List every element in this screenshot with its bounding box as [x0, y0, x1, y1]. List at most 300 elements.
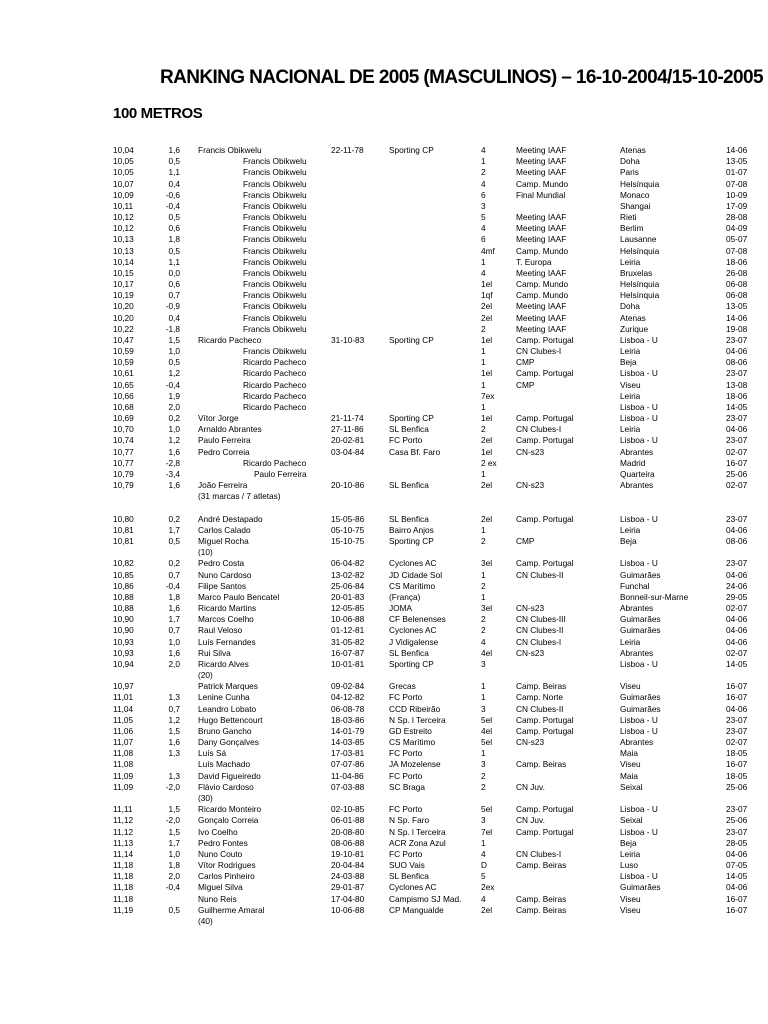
cell-mark: 11,18: [113, 893, 134, 904]
cell-pos: 1: [481, 346, 486, 357]
table-row: [0, 547, 768, 558]
cell-club: JOMA: [389, 603, 413, 614]
cell-city: Guimarães: [620, 614, 661, 625]
cell-mark: 10,17: [113, 279, 134, 290]
cell-pos: 3el: [481, 603, 493, 614]
cell-comp: Meeting IAAF: [516, 323, 567, 334]
cell-mark: 10,19: [113, 290, 134, 301]
cell-wind: 0,5: [168, 156, 180, 167]
table-row: [0, 916, 768, 927]
cell-date: 16-07: [726, 692, 748, 703]
cell-city: Leiria: [620, 390, 641, 401]
cell-club: SL Benfica: [389, 647, 429, 658]
cell-pos: 3el: [481, 558, 493, 569]
cell-name: Nuno Reis: [198, 893, 237, 904]
cell-wind: 0,5: [168, 212, 180, 223]
table-row: [0, 212, 768, 223]
cell-pos: 1: [481, 569, 486, 580]
cell-mark: 10,79: [113, 468, 134, 479]
cell-wind: 1,3: [168, 692, 180, 703]
cell-dob: 02-10-85: [331, 804, 365, 815]
cell-city: Bonneil-sur-Marne: [620, 591, 689, 602]
cell-comp: CN Clubes-I: [516, 636, 562, 647]
cell-city: Guimarães: [620, 703, 661, 714]
table-row: [0, 447, 768, 458]
event-title: 100 METROS: [113, 105, 203, 122]
cell-comp: Camp. Beiras: [516, 893, 567, 904]
cell-mark: 10,77: [113, 457, 134, 468]
cell-date: 23-07: [726, 714, 748, 725]
table-row: [0, 894, 768, 905]
cell-pos: 2: [481, 781, 486, 792]
cell-club: Cyclones AC: [389, 558, 437, 569]
cell-mark: 10,88: [113, 603, 134, 614]
cell-dob: 29-01-87: [331, 882, 365, 893]
cell-wind: -0,4: [165, 580, 180, 591]
cell-comp: Camp. Beiras: [516, 860, 567, 871]
table-row: [0, 648, 768, 659]
cell-wind: 1,5: [168, 826, 180, 837]
cell-dob: 06-01-88: [331, 815, 365, 826]
table-row: [0, 804, 768, 815]
cell-pos: 7el: [481, 826, 493, 837]
cell-pos: 1: [481, 748, 486, 759]
cell-date: 04-06: [726, 424, 748, 435]
cell-comp: Camp. Mundo: [516, 279, 569, 290]
cell-comp: Meeting IAAF: [516, 312, 567, 323]
table-row: [0, 860, 768, 871]
cell-mark: 11,09: [113, 781, 134, 792]
cell-comp: Camp. Portugal: [516, 368, 574, 379]
cell-city: Leiria: [620, 524, 641, 535]
cell-dob: 21-11-74: [331, 413, 364, 424]
cell-date: 23-07: [726, 368, 748, 379]
cell-name: Francis Obikwelu: [243, 189, 307, 200]
cell-club: CS Marítimo: [389, 580, 436, 591]
cell-name: Ricardo Pacheco: [243, 368, 307, 379]
cell-city: Lisboa - U: [620, 725, 658, 736]
cell-name: Paulo Ferreira: [198, 435, 251, 446]
table-row: [0, 581, 768, 592]
cell-city: Lisboa - U: [620, 413, 658, 424]
cell-mark: 10,81: [113, 524, 134, 535]
cell-mark: 10,04: [113, 145, 134, 155]
cell-city: Leiria: [620, 346, 641, 357]
cell-city: Funchal: [620, 580, 650, 591]
cell-mark: 11,19: [113, 904, 134, 915]
page-title: RANKING NACIONAL DE 2005 (MASCULINOS) – 16-10-2004/15-10-2005: [160, 67, 763, 88]
cell-name: Raul Veloso: [198, 625, 243, 636]
cell-date: 23-07: [726, 826, 748, 837]
cell-name: (40): [198, 915, 213, 926]
cell-club: FC Porto: [389, 748, 423, 759]
table-row: [0, 692, 768, 703]
cell-comp: Meeting IAAF: [516, 223, 567, 234]
cell-pos: 4: [481, 223, 486, 234]
cell-wind: 0,5: [168, 536, 180, 547]
cell-dob: 15-05-86: [331, 513, 365, 524]
cell-pos: 1: [481, 156, 486, 167]
cell-pos: 6: [481, 234, 486, 245]
table-row: [0, 234, 768, 245]
cell-name: Carlos Pinheiro: [198, 871, 255, 882]
cell-dob: 13-02-82: [331, 569, 365, 580]
cell-mark: 11,07: [113, 737, 134, 748]
cell-wind: 0,7: [168, 290, 180, 301]
cell-city: Leiria: [620, 424, 641, 435]
cell-name: Vítor Jorge: [198, 413, 239, 424]
cell-pos: 1el: [481, 413, 493, 424]
cell-city: Bruxelas: [620, 267, 653, 278]
cell-club: GD Estreito: [389, 725, 432, 736]
table-row: [0, 536, 768, 547]
cell-pos: 2el: [481, 904, 493, 915]
cell-city: Lisboa - U: [620, 435, 658, 446]
table-row: [0, 625, 768, 636]
cell-city: Seixal: [620, 815, 643, 826]
cell-dob: 07-03-88: [331, 781, 365, 792]
cell-date: 10-09: [726, 189, 748, 200]
cell-wind: 2,0: [168, 401, 180, 412]
cell-name: Miguel Silva: [198, 882, 243, 893]
cell-date: 18-06: [726, 256, 748, 267]
cell-comp: Camp. Portugal: [516, 334, 574, 345]
cell-wind: 1,5: [168, 334, 180, 345]
cell-wind: 1,0: [168, 636, 180, 647]
cell-date: 16-07: [726, 904, 748, 915]
cell-date: 14-06: [726, 312, 748, 323]
table-row: [0, 726, 768, 737]
cell-dob: 31-05-82: [331, 636, 365, 647]
table-row: [0, 871, 768, 882]
cell-wind: 1,6: [168, 737, 180, 748]
cell-wind: 1,7: [168, 524, 180, 535]
cell-city: Guimarães: [620, 882, 661, 893]
cell-comp: CN Clubes-II: [516, 569, 564, 580]
cell-name: Hugo Bettencourt: [198, 714, 263, 725]
cell-city: Quarteira: [620, 468, 655, 479]
cell-wind: 2,0: [168, 658, 180, 669]
table-row: [0, 670, 768, 681]
cell-date: 14-05: [726, 401, 748, 412]
cell-wind: 1,3: [168, 748, 180, 759]
cell-name: Francis Obikwelu: [243, 178, 307, 189]
cell-city: Viseu: [620, 759, 641, 770]
cell-pos: 2: [481, 770, 486, 781]
cell-club: Casa Bf. Faro: [389, 446, 441, 457]
cell-date: 04-06: [726, 625, 748, 636]
cell-date: 02-07: [726, 480, 748, 491]
cell-wind: 0,7: [168, 703, 180, 714]
cell-dob: 01-12-81: [331, 625, 365, 636]
cell-club: Sporting CP: [389, 658, 434, 669]
cell-mark: 10,11: [113, 200, 134, 211]
cell-mark: 10,09: [113, 189, 134, 200]
cell-pos: 2ex: [481, 882, 495, 893]
cell-mark: 10,12: [113, 212, 134, 223]
cell-dob: 27-11-86: [331, 424, 364, 435]
cell-city: Lisboa - U: [620, 368, 658, 379]
table-row: [0, 156, 768, 167]
cell-pos: 2: [481, 614, 486, 625]
cell-comp: Meeting IAAF: [516, 212, 567, 223]
cell-date: 06-08: [726, 290, 748, 301]
cell-date: 02-07: [726, 737, 748, 748]
table-row: [0, 424, 768, 435]
cell-wind: -2,0: [165, 781, 180, 792]
cell-city: Helsínquia: [620, 178, 660, 189]
cell-wind: 0,5: [168, 904, 180, 915]
cell-pos: 1: [481, 357, 486, 368]
table-row: [0, 145, 768, 156]
cell-dob: 07-07-86: [331, 759, 365, 770]
cell-club: Cyclones AC: [389, 882, 437, 893]
cell-date: 16-07: [726, 759, 748, 770]
cell-comp: CN Clubes-II: [516, 625, 564, 636]
cell-dob: 20-08-80: [331, 826, 365, 837]
cell-city: Leiria: [620, 848, 641, 859]
cell-wind: 0,5: [168, 357, 180, 368]
cell-pos: 3: [481, 658, 486, 669]
cell-club: Cyclones AC: [389, 625, 437, 636]
cell-name: Ricardo Martins: [198, 603, 257, 614]
cell-dob: 10-01-81: [331, 658, 365, 669]
cell-date: 14-05: [726, 658, 748, 669]
cell-comp: Camp. Portugal: [516, 513, 574, 524]
cell-date: 29-05: [726, 591, 748, 602]
cell-wind: 0,2: [168, 513, 180, 524]
cell-mark: 10,90: [113, 625, 134, 636]
cell-city: Lisboa - U: [620, 714, 658, 725]
cell-dob: 11-04-86: [331, 770, 364, 781]
cell-dob: 15-10-75: [331, 536, 365, 547]
table-row: [0, 793, 768, 804]
cell-date: 07-05: [726, 860, 748, 871]
cell-date: 26-08: [726, 267, 748, 278]
cell-date: 04-06: [726, 614, 748, 625]
cell-comp: CN-s23: [516, 647, 545, 658]
cell-city: Lausanne: [620, 234, 657, 245]
cell-city: Maia: [620, 770, 638, 781]
cell-comp: CN Clubes-I: [516, 346, 562, 357]
table-row: [0, 838, 768, 849]
cell-name: André Destapado: [198, 513, 263, 524]
cell-wind: 1,7: [168, 837, 180, 848]
cell-dob: 09-02-84: [331, 681, 365, 692]
cell-mark: 10,68: [113, 401, 134, 412]
cell-mark: 10,20: [113, 301, 134, 312]
cell-pos: 2: [481, 424, 486, 435]
table-row: [0, 301, 768, 312]
cell-city: Beja: [620, 536, 637, 547]
cell-pos: 5: [481, 871, 486, 882]
cell-name: Ricardo Pacheco: [243, 357, 307, 368]
cell-wind: -3,4: [165, 468, 180, 479]
table-row: [0, 380, 768, 391]
cell-name: Francis Obikwelu: [198, 145, 262, 155]
cell-mark: 10,88: [113, 591, 134, 602]
cell-comp: CN-s23: [516, 737, 545, 748]
table-row: [0, 167, 768, 178]
cell-wind: 0,2: [168, 558, 180, 569]
cell-pos: 1: [481, 379, 486, 390]
cell-city: Madrid: [620, 457, 646, 468]
cell-pos: 2el: [481, 480, 493, 491]
cell-name: Leandro Lobato: [198, 703, 257, 714]
cell-pos: 1: [481, 524, 486, 535]
cell-city: Shangai: [620, 200, 651, 211]
cell-name: Marcos Coelho: [198, 614, 254, 625]
cell-name: Guilherme Amaral: [198, 904, 265, 915]
cell-city: Helsínquia: [620, 279, 660, 290]
cell-name: Francis Obikwelu: [243, 323, 307, 334]
cell-dob: 24-03-88: [331, 871, 365, 882]
cell-comp: Meeting IAAF: [516, 145, 567, 155]
cell-wind: 1,2: [168, 714, 180, 725]
cell-wind: 1,9: [168, 390, 180, 401]
cell-pos: 1: [481, 692, 486, 703]
cell-pos: 2el: [481, 513, 493, 524]
cell-city: Guimarães: [620, 625, 661, 636]
table-row: [0, 737, 768, 748]
cell-pos: 4el: [481, 647, 493, 658]
cell-wind: 1,3: [168, 770, 180, 781]
table-row: [0, 637, 768, 648]
table-row: [0, 827, 768, 838]
cell-club: Campismo SJ Mad.: [389, 893, 462, 904]
cell-club: SL Benfica: [389, 871, 429, 882]
table-row: [0, 491, 768, 513]
cell-pos: 4el: [481, 725, 493, 736]
cell-date: 06-08: [726, 279, 748, 290]
cell-comp: Camp. Portugal: [516, 413, 574, 424]
cell-comp: Meeting IAAF: [516, 267, 567, 278]
cell-comp: Meeting IAAF: [516, 167, 567, 178]
cell-city: Lisboa - U: [620, 871, 658, 882]
cell-city: Leiria: [620, 636, 641, 647]
cell-city: Zurique: [620, 323, 649, 334]
cell-name: Miguel Rocha: [198, 536, 249, 547]
cell-date: 13-05: [726, 301, 748, 312]
cell-date: 08-06: [726, 357, 748, 368]
cell-city: Abrantes: [620, 603, 654, 614]
cell-mark: 11,18: [113, 860, 134, 871]
cell-club: Grecas: [389, 681, 416, 692]
cell-wind: 1,0: [168, 346, 180, 357]
cell-club: CCD Ribeirão: [389, 703, 441, 714]
cell-date: 02-07: [726, 647, 748, 658]
cell-name: João Ferreira: [198, 480, 248, 491]
cell-wind: -2,8: [165, 457, 180, 468]
cell-club: Sporting CP: [389, 334, 434, 345]
cell-pos: 2: [481, 323, 486, 334]
cell-city: Paris: [620, 167, 639, 178]
cell-mark: 11,08: [113, 759, 134, 770]
cell-city: Lisboa - U: [620, 513, 658, 524]
cell-pos: 6: [481, 189, 486, 200]
cell-city: Viseu: [620, 893, 641, 904]
cell-comp: Meeting IAAF: [516, 234, 567, 245]
cell-city: Guimarães: [620, 692, 661, 703]
cell-name: Nuno Couto: [198, 848, 243, 859]
cell-wind: -2,0: [165, 815, 180, 826]
table-row: [0, 279, 768, 290]
cell-mark: 10,15: [113, 267, 134, 278]
cell-date: 16-07: [726, 681, 748, 692]
cell-club: Sporting CP: [389, 536, 434, 547]
cell-pos: 4: [481, 636, 486, 647]
cell-pos: 7ex: [481, 390, 495, 401]
cell-date: 18-06: [726, 390, 748, 401]
cell-mark: 10,70: [113, 424, 134, 435]
table-row: [0, 815, 768, 826]
cell-city: Abrantes: [620, 446, 654, 457]
cell-pos: 1: [481, 401, 486, 412]
table-row: [0, 368, 768, 379]
cell-mark: 10,20: [113, 312, 134, 323]
table-row: [0, 324, 768, 335]
cell-wind: 1,0: [168, 848, 180, 859]
cell-city: Atenas: [620, 145, 646, 155]
cell-wind: 0,6: [168, 279, 180, 290]
table-row: [0, 570, 768, 581]
cell-pos: 1el: [481, 368, 493, 379]
cell-wind: 0,4: [168, 178, 180, 189]
cell-pos: 1el: [481, 446, 493, 457]
cell-dob: 08-06-88: [331, 837, 365, 848]
table-row: [0, 413, 768, 424]
cell-club: SUO Vais: [389, 860, 425, 871]
cell-name: Francis Obikwelu: [243, 267, 307, 278]
cell-pos: 4: [481, 178, 486, 189]
cell-club: SL Benfica: [389, 424, 429, 435]
cell-pos: 1: [481, 468, 486, 479]
cell-city: Monaco: [620, 189, 650, 200]
cell-date: 28-05: [726, 837, 748, 848]
cell-name: (10): [198, 547, 213, 558]
ranking-table: [0, 145, 768, 927]
cell-city: Doha: [620, 301, 640, 312]
cell-name: Ricardo Pacheco: [243, 457, 307, 468]
cell-name: Pedro Fontes: [198, 837, 248, 848]
cell-comp: Camp. Beiras: [516, 681, 567, 692]
cell-comp: CN Juv.: [516, 815, 545, 826]
cell-mark: 11,01: [113, 692, 134, 703]
cell-wind: 0,4: [168, 312, 180, 323]
table-row: [0, 558, 768, 569]
cell-date: 07-08: [726, 245, 748, 256]
cell-date: 23-07: [726, 725, 748, 736]
cell-mark: 10,80: [113, 513, 134, 524]
cell-pos: 5el: [481, 804, 493, 815]
table-row: [0, 603, 768, 614]
cell-comp: Camp. Portugal: [516, 804, 574, 815]
cell-dob: 22-11-78: [331, 145, 364, 155]
cell-name: Luís Machado: [198, 759, 251, 770]
cell-name: David Figueiredo: [198, 770, 261, 781]
cell-mark: 10,86: [113, 580, 134, 591]
cell-mark: 10,93: [113, 636, 134, 647]
cell-wind: 1,2: [168, 368, 180, 379]
cell-dob: 04-12-82: [331, 692, 365, 703]
cell-dob: 10-06-88: [331, 614, 365, 625]
table-row: [0, 849, 768, 860]
cell-wind: 1,8: [168, 234, 180, 245]
cell-date: 14-06: [726, 145, 748, 155]
cell-city: Doha: [620, 156, 640, 167]
table-row: [0, 715, 768, 726]
cell-city: Viseu: [620, 904, 641, 915]
